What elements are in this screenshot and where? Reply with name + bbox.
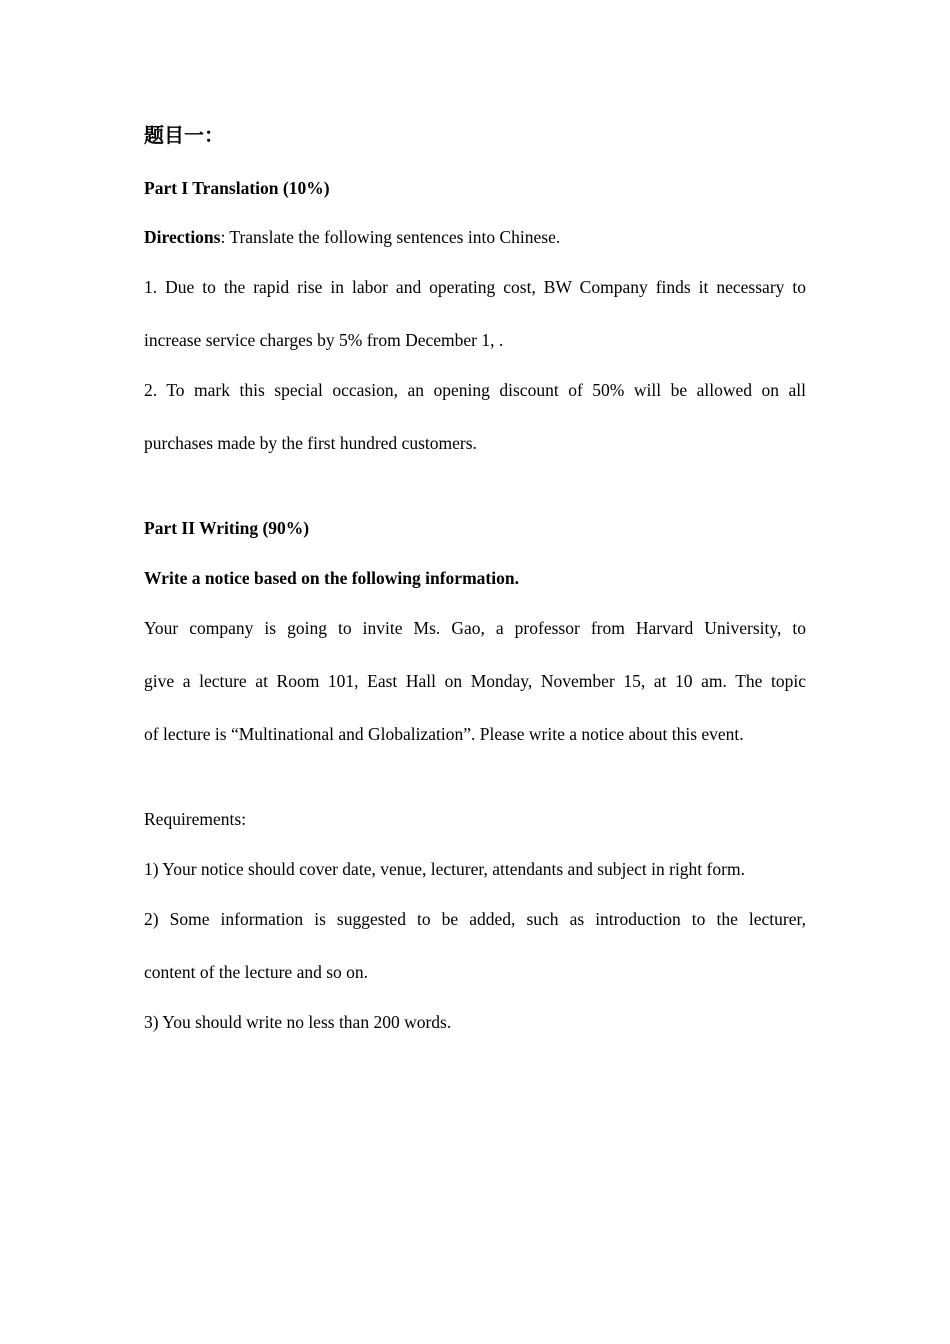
page-title: 题目一：	[144, 123, 224, 147]
requirement-1: 1) Your notice should cover date, venue, lecturer, attendants and subject in right form.	[144, 859, 745, 879]
part1-heading: Part I Translation (10%)	[144, 178, 330, 198]
item1-line2: increase service charges by 5% from December 1, .	[144, 330, 504, 350]
requirement-3: 3) You should write no less than 200 words.	[144, 1012, 452, 1032]
requirement-2-line1: 2) Some information is suggested to be added, such as introduction to the lecturer,	[144, 909, 806, 929]
item1-line1: 1. Due to the rapid rise in labor and operating cost, BW Company finds it necessary to	[144, 277, 806, 297]
directions-text: : Translate the following sentences into Chinese.	[220, 227, 561, 247]
notice-para-line1: Your company is going to invite Ms. Gao, a professor from Harvard University, to	[144, 618, 806, 638]
part2-instruction: Write a notice based on the following information.	[144, 568, 519, 588]
requirement-2-line2: content of the lecture and so on.	[144, 962, 369, 982]
notice-para-line3: of lecture is “Multinational and Globalization”. Please write a notice about this event.	[144, 724, 744, 744]
item2-line2: purchases made by the first hundred customers.	[144, 433, 477, 453]
item2-line1: 2. To mark this special occasion, an opening discount of 50% will be allowed on all	[144, 380, 806, 400]
notice-para-line2: give a lecture at Room 101, East Hall on Monday, November 15, at 10 am. The topic	[144, 671, 806, 691]
directions-label: Directions	[144, 227, 221, 247]
directions	[144, 226, 560, 248]
part2-heading: Part II Writing (90%)	[144, 518, 310, 538]
requirements-label: Requirements:	[144, 809, 247, 829]
